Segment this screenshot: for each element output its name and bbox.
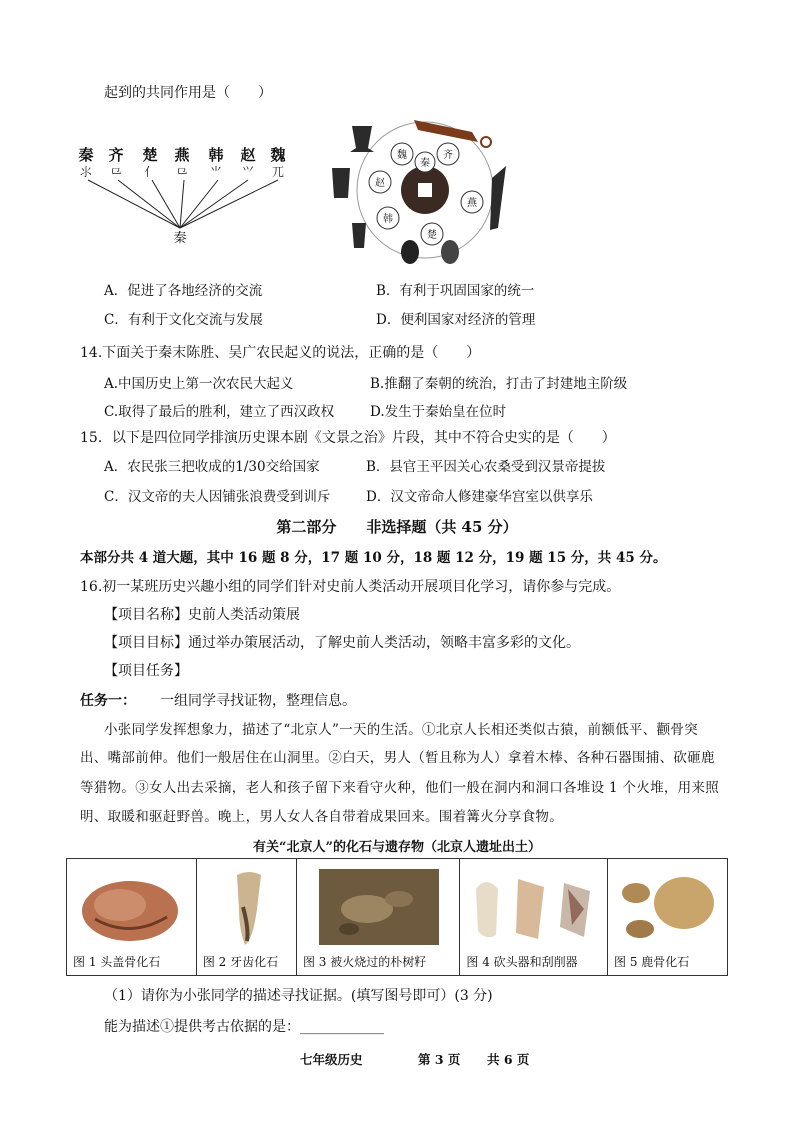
q15-option-c: C．汉文帝的夫人因铺张浪费受到训斥 bbox=[104, 489, 331, 505]
svg-text:楚: 楚 bbox=[427, 230, 437, 241]
part2-title: 第二部分 非选择题（共 45 分） bbox=[276, 518, 518, 536]
q13-option-b: B．有利于巩固国家的统一 bbox=[376, 283, 535, 299]
fossil-figure-table bbox=[66, 858, 728, 976]
q14-option-b: B.推翻了秦朝的统治，打击了封建地主阶级 bbox=[370, 376, 628, 392]
q16-sub1: （1）请你为小张同学的描述寻找证据。(填写图号即可）(3 分) bbox=[104, 988, 493, 1004]
figure-2-caption: 图 2 牙齿化石 bbox=[202, 955, 279, 969]
svg-text:韩: 韩 bbox=[383, 214, 393, 225]
footer-total: 共 6 页 bbox=[487, 1052, 530, 1067]
q15-option-a: A．农民张三把收成的1/30交给国家 bbox=[104, 459, 320, 475]
svg-text:⺌: ⺌ bbox=[209, 165, 223, 179]
q16-stem: 16.初一某班历史兴趣小组的同学们针对史前人类活动开展项目化学习，请你参与完成。 bbox=[80, 579, 621, 595]
stone-tools-image bbox=[468, 869, 598, 945]
figure-table-title: 有关“北京人”的化石与遗存物（北京人遗址出土） bbox=[253, 840, 541, 855]
figure-5-cell bbox=[608, 859, 728, 976]
q13-stem-tail: 起到的共同作用是（ ） bbox=[104, 85, 272, 101]
part2-intro: 本部分共 4 道大题，其中 16 题 8 分，17 题 10 分，18 题 12 分，19 题 15 分，共 45 分。 bbox=[80, 550, 667, 566]
coin-center-label: 秦 bbox=[420, 158, 430, 169]
q13-option-d: D．便利国家对经济的管理 bbox=[376, 312, 536, 328]
q16-project-goal: 【项目目标】通过举办策展活动，了解史前人类活动，领略丰富多彩的文化。 bbox=[104, 635, 580, 651]
state-char-chu: 楚 bbox=[142, 146, 158, 164]
q14-option-c: C.取得了最后的胜利，建立了西汉政权 bbox=[104, 404, 335, 420]
description-line-2: 出、嘴部前伸。他们一般居住在山洞里。②白天，男人（暂且称为人）拿着木棒、各种石器围捕、砍砸鹿 bbox=[80, 750, 715, 766]
merged-char: 秦 bbox=[173, 231, 187, 246]
q15-option-b: B．县官王平因关心农桑受到汉景帝提拔 bbox=[366, 459, 606, 475]
task1-text: 一组同学寻找证物，整理信息。 bbox=[160, 693, 356, 709]
footer-page: 第 3 页 bbox=[418, 1052, 461, 1067]
figure-5-caption: 图 5 鹿骨化石 bbox=[614, 955, 690, 969]
figure-3-caption: 图 3 被火烧过的朴树籽 bbox=[302, 955, 427, 969]
q15-option-d: D．汉文帝命人修建豪华宫室以供享乐 bbox=[366, 489, 593, 505]
deer-bone-image bbox=[614, 869, 720, 945]
q13-option-a: A．促进了各地经济的交流 bbox=[104, 283, 263, 299]
q14-option-a: A.中国历史上第一次农民大起义 bbox=[104, 376, 294, 392]
figure-4-caption: 图 4 砍头器和刮削器 bbox=[466, 955, 578, 969]
figure-4-cell bbox=[460, 859, 608, 976]
figure-3-cell bbox=[296, 859, 459, 976]
svg-text:燕: 燕 bbox=[467, 198, 477, 209]
figure-2-cell bbox=[196, 859, 296, 976]
q15-stem: 15．以下是四位同学排演历史课本剧《文景之治》片段，其中不符合史实的是（ ） bbox=[80, 430, 616, 446]
description-line-1: 小张同学发挥想象力，描述了“北京人”一天的生活。①北京人长相还类似古猿，前额低平、颧骨突 bbox=[104, 722, 699, 738]
q13-option-c: C．有利于文化交流与发展 bbox=[104, 312, 263, 328]
svg-text:⺋: ⺋ bbox=[175, 165, 189, 179]
svg-text:⺋: ⺋ bbox=[109, 165, 123, 179]
figure-1-cell bbox=[67, 859, 197, 976]
skull-fossil-image bbox=[75, 869, 185, 949]
q16-task-head: 【项目任务】 bbox=[104, 663, 188, 679]
task1-label: 任务一： bbox=[80, 693, 136, 709]
svg-text:⺎: ⺎ bbox=[271, 165, 285, 179]
q16-sub1-answer-line: 能为描述①提供考古依据的是：____________ bbox=[104, 1019, 384, 1035]
state-char-han: 韩 bbox=[208, 146, 224, 164]
tooth-fossil-image bbox=[219, 869, 279, 949]
state-char-zhao: 赵 bbox=[240, 146, 256, 164]
svg-text:赵: 赵 bbox=[375, 178, 385, 189]
description-line-3: 等猎物。③女人出去采摘，老人和孩子留下来看守火种，他们一般在洞内和洞口各堆设 1 个火堆，用来照 bbox=[80, 780, 720, 796]
state-char-qi: 齐 bbox=[108, 146, 124, 164]
figure-currency-unification bbox=[322, 118, 522, 268]
q14-stem: 14.下面关于秦末陈胜、吴广农民起义的说法，正确的是（ ） bbox=[80, 345, 481, 361]
burnt-seeds-image bbox=[319, 869, 439, 945]
description-line-4: 明、取暖和驱赶野兽。晚上，男人女人各自带着成果回来。围着篝火分享食物。 bbox=[80, 809, 563, 825]
q16-project-name: 【项目名称】史前人类活动策展 bbox=[104, 607, 300, 623]
svg-text:⺢: ⺢ bbox=[79, 165, 93, 179]
q14-option-d: D.发生于秦始皇在位时 bbox=[370, 404, 507, 420]
svg-text:⺍: ⺍ bbox=[241, 165, 255, 179]
svg-text:⺅: ⺅ bbox=[143, 165, 157, 179]
figure-1-caption: 图 1 头盖骨化石 bbox=[73, 955, 161, 969]
state-char-qin: 秦 bbox=[78, 146, 94, 164]
svg-text:齐: 齐 bbox=[443, 150, 453, 161]
state-char-yan: 燕 bbox=[174, 146, 190, 164]
footer-subject: 七年级历史 bbox=[300, 1052, 363, 1067]
figure-script-unification bbox=[70, 140, 300, 250]
state-char-wei: 魏 bbox=[270, 146, 286, 164]
svg-text:魏: 魏 bbox=[397, 150, 407, 161]
